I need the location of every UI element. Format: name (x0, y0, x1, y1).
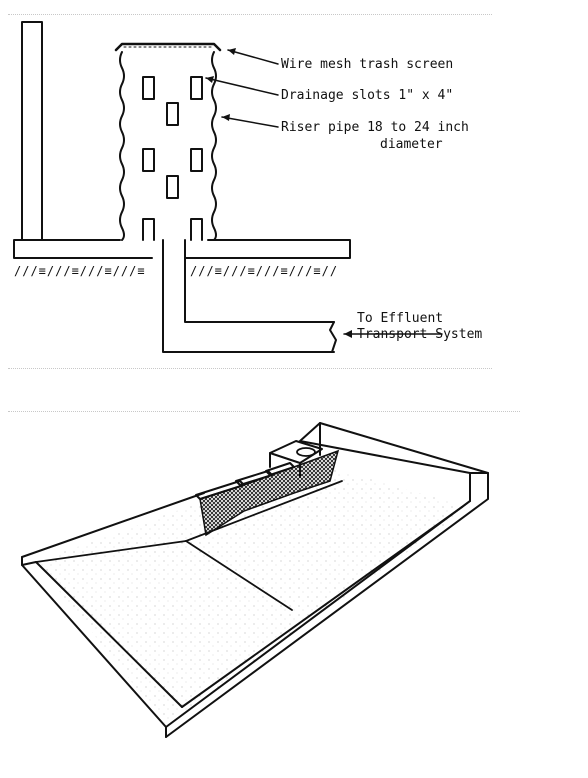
basin-isometric-svg (0, 405, 588, 774)
arrow-head-icon (206, 76, 214, 83)
arrow-head-icon (344, 330, 352, 338)
soil-hatching (14, 264, 338, 278)
outlet-pipe (163, 240, 339, 352)
riser-diameter-label: diameter (380, 137, 443, 152)
riser-pipe-label: Riser pipe 18 to 24 inch (281, 120, 469, 135)
settling-basin-diagram (0, 405, 588, 774)
drainage-slot (167, 176, 178, 198)
drainage-slot (191, 219, 202, 240)
drainage-slots-label: Drainage slots 1" x 4" (281, 88, 454, 103)
drainage-slot (143, 219, 154, 240)
svg-text:///≡///≡///≡///≡//: ///≡///≡///≡///≡// (190, 264, 339, 278)
drainage-slot (143, 77, 154, 99)
arrow-head-icon (228, 48, 236, 55)
drainage-slots (143, 77, 202, 240)
drainage-slot (191, 77, 202, 99)
retaining-wall (22, 22, 42, 240)
ground-slab (14, 240, 350, 258)
effluent-label-line2: Transport System (357, 327, 483, 342)
effluent-label-line1: To Effluent (357, 311, 444, 326)
riser-pipe-diagram (0, 0, 588, 370)
drainage-slot (143, 149, 154, 171)
riser-diagram-svg (0, 0, 588, 370)
drainage-slot (191, 149, 202, 171)
wire-mesh-trash-screen (116, 44, 220, 50)
drainage-slot (167, 103, 178, 125)
arrow-head-icon (222, 114, 230, 121)
trash-screen-label: Wire mesh trash screen (281, 57, 454, 72)
svg-text:///≡///≡///≡///≡: ///≡///≡///≡///≡ (14, 264, 146, 278)
